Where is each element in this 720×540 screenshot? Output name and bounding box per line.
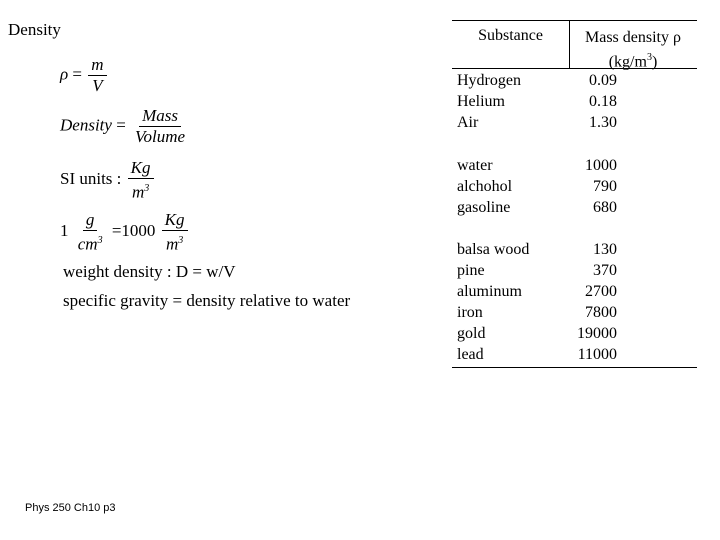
table-row: [452, 344, 697, 365]
density-value-cell: 11000: [577, 346, 617, 363]
table-row: [452, 197, 697, 218]
header-rule: [452, 68, 697, 69]
numerator: g: [83, 210, 98, 231]
g-per-cm3-fraction: [75, 210, 106, 255]
equals-sign: =: [116, 115, 126, 135]
substance-cell: gasoline: [457, 199, 511, 216]
table-row: [452, 323, 697, 344]
specific-gravity-line: specific gravity = density relative to water: [63, 291, 351, 310]
conversion-formula: [60, 210, 190, 255]
substance-cell: Helium: [457, 93, 505, 110]
denominator: Volume: [135, 127, 186, 146]
header-mass-density-label: Mass density ρ: [585, 29, 681, 46]
density-value-cell: 790: [593, 178, 617, 195]
density-word-formula: [60, 106, 190, 147]
denominator: [75, 231, 106, 255]
density-value-cell: 1000: [585, 157, 617, 174]
density-value-cell: 680: [593, 199, 617, 216]
slide-title: Density: [8, 20, 61, 39]
table-row: [452, 281, 697, 302]
numerator: m: [88, 55, 106, 76]
density-value-cell: 2700: [585, 283, 617, 300]
exponent: 3: [144, 183, 150, 194]
table-row: [452, 155, 697, 176]
conversion-one: 1: [60, 221, 69, 241]
unit-base: (kg/m: [608, 53, 647, 71]
unit-close: ): [651, 53, 658, 71]
header-substance: Substance: [478, 27, 543, 44]
table-row: [452, 91, 697, 112]
substance-cell: Hydrogen: [457, 72, 521, 89]
header-mass-density: [569, 28, 697, 72]
substance-cell: lead: [457, 346, 484, 363]
equals-sign: =: [72, 64, 83, 84]
table-row: [452, 70, 697, 91]
substance-cell: water: [457, 157, 493, 174]
substance-cell: aluminum: [457, 283, 522, 300]
conversion-equals-1000: =1000: [111, 221, 156, 241]
rho-symbol: ρ: [60, 64, 69, 84]
exponent: 3: [178, 235, 184, 246]
unit-exponent: 3: [646, 52, 652, 63]
density-word: Density: [60, 115, 112, 135]
density-value-cell: 1.30: [589, 114, 617, 131]
density-table: [452, 20, 697, 368]
numerator: Kg: [128, 158, 154, 179]
mass-volume-fraction: [132, 106, 188, 147]
denominator: [129, 179, 152, 203]
denominator-base: m: [131, 182, 145, 202]
density-value-cell: 370: [593, 262, 617, 279]
weight-density-line: weight density : D = w/V: [63, 262, 236, 281]
denominator-base: m: [165, 234, 179, 254]
substance-cell: pine: [457, 262, 485, 279]
substance-cell: gold: [457, 325, 486, 342]
table-row: [452, 260, 697, 281]
substance-cell: iron: [457, 304, 483, 321]
table-row: [452, 302, 697, 323]
kg-per-m3-fraction: [162, 210, 188, 255]
density-value-cell: 0.18: [589, 93, 617, 110]
substance-cell: Air: [457, 114, 479, 131]
density-value-cell: 130: [593, 241, 617, 258]
density-value-cell: 7800: [585, 304, 617, 321]
mass-over-volume-fraction: [88, 55, 106, 96]
table-row: [452, 112, 697, 133]
slide-footer: Phys 250 Ch10 p3: [25, 502, 116, 514]
denominator-base: cm: [77, 234, 98, 254]
numerator: Mass: [139, 106, 181, 127]
density-symbol-formula: [60, 55, 109, 96]
substance-cell: balsa wood: [457, 241, 530, 258]
table-row: [452, 176, 697, 197]
si-units-label: SI units :: [60, 169, 122, 189]
denominator: [163, 231, 186, 255]
si-units-formula: [60, 158, 156, 203]
density-value-cell: 0.09: [589, 72, 617, 89]
denominator: V: [92, 76, 103, 95]
table-row: [452, 239, 697, 260]
substance-cell: alchohol: [457, 178, 513, 195]
density-value-cell: 19000: [577, 325, 617, 342]
exponent: 3: [97, 235, 103, 246]
numerator: Kg: [162, 210, 188, 231]
si-units-fraction: [128, 158, 154, 203]
